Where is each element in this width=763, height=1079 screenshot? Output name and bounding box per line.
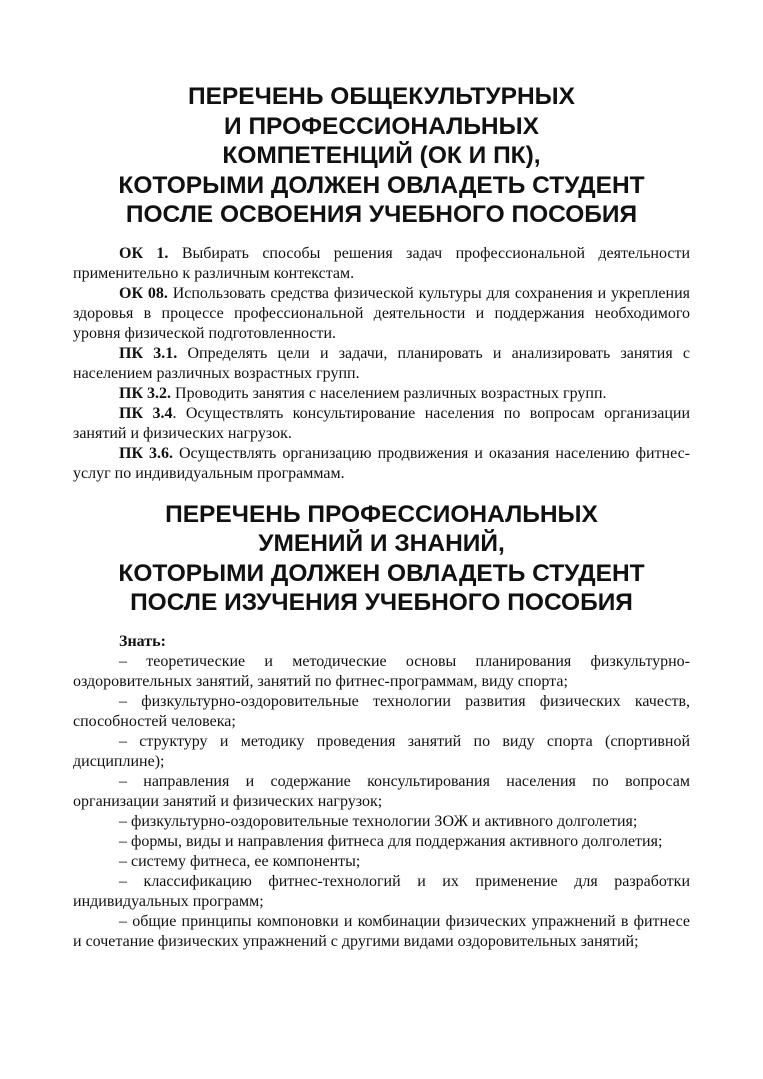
document-page: [73, 82, 690, 952]
heading-line: ПОСЛЕ ИЗУЧЕНИЯ УЧЕБНОГО ПОСОБИЯ: [130, 589, 633, 616]
knowledge-list: [73, 632, 690, 952]
knowledge-item: – направления и содержание консультирования населения по вопросам организации занятий и физических нагрузок;: [73, 772, 690, 810]
competency-pk34: [73, 404, 690, 444]
competency-ok1: [73, 244, 690, 284]
competency-code: ОК 1.: [119, 244, 169, 262]
competency-code: ОК 08.: [119, 284, 168, 302]
competency-text: Осуществлять организацию продвижения и оказания населению фитнес-услуг по индивидуальным программам.: [73, 444, 691, 482]
skills-heading: [73, 500, 690, 618]
heading-line: И ПРОФЕССИОНАЛЬНЫХ: [224, 112, 539, 140]
competency-text: Выбирать способы решения задач профессиональной деятельности применительно к различным контекстам.: [73, 244, 691, 282]
competency-pk31: [73, 344, 690, 384]
competency-pk32: [73, 384, 690, 404]
knowledge-item: – теоретические и методические основы планирования физкультурно-оздоровительных занятий, занятий по фитнес-программам, виду спорта;: [73, 652, 690, 690]
heading-line: УМЕНИЙ И ЗНАНИЙ,: [258, 530, 505, 557]
competencies-list: [73, 244, 690, 484]
knowledge-item: – классификацию фитнес-технологий и их применение для разработки индивидуальных программ;: [73, 872, 690, 910]
knowledge-item: – общие принципы компоновки и комбинации физических упражнений в фитнесе и сочетание физических упражнений с другими видами оздоровительных занятий;: [73, 912, 690, 950]
competency-text: Использовать средства физической культуры для сохранения и укрепления здоровья в процессе профессиональной деятельности и поддержания необходимого уровня физической подготовленности.: [73, 284, 691, 342]
competency-code: ПК 3.2.: [119, 384, 172, 402]
heading-line: КОТОРЫМИ ДОЛЖЕН ОВЛАДЕТЬ СТУДЕНТ: [118, 171, 645, 199]
competency-code: ПК 3.6.: [119, 444, 174, 462]
competencies-heading: [73, 82, 690, 230]
heading-line: КОМПЕТЕНЦИЙ (ОК И ПК),: [222, 142, 541, 169]
knowledge-item: – систему фитнеса, ее компоненты;: [119, 852, 361, 870]
competency-ok08: [73, 284, 690, 344]
knowledge-item: – формы, виды и направления фитнеса для поддержания активного долголетия;: [119, 832, 663, 850]
knowledge-label: Знать:: [119, 632, 166, 650]
knowledge-item: – физкультурно-оздоровительные технологии ЗОЖ и активного долголетия;: [119, 812, 638, 830]
heading-line: КОТОРЫМИ ДОЛЖЕН ОВЛАДЕТЬ СТУДЕНТ: [118, 559, 645, 587]
competency-text: Определять цели и задачи, планировать и анализировать занятия с населением различных возрастных групп.: [73, 344, 690, 382]
competency-code: ПК 3.4: [119, 404, 173, 422]
heading-line: ПЕРЕЧЕНЬ ПРОФЕССИОНАЛЬНЫХ: [165, 500, 598, 528]
heading-line: ПОСЛЕ ОСВОЕНИЯ УЧЕБНОГО ПОСОБИЯ: [125, 201, 638, 228]
knowledge-item: – физкультурно-оздоровительные технологии развития физических качеств, способностей человека;: [73, 692, 690, 730]
competency-text: Проводить занятия с населением различных возрастных групп.: [171, 384, 607, 402]
heading-line: ПЕРЕЧЕНЬ ОБЩЕКУЛЬТУРНЫХ: [187, 83, 576, 110]
competency-code: ПК 3.1.: [119, 344, 178, 362]
knowledge-item: – структуру и методику проведения занятий по виду спорта (спортивной дисциплине);: [73, 732, 690, 770]
competency-pk36: [73, 444, 690, 484]
competency-text: . Осуществлять консультирование населения по вопросам организации занятий и физических нагрузок.: [73, 404, 691, 442]
